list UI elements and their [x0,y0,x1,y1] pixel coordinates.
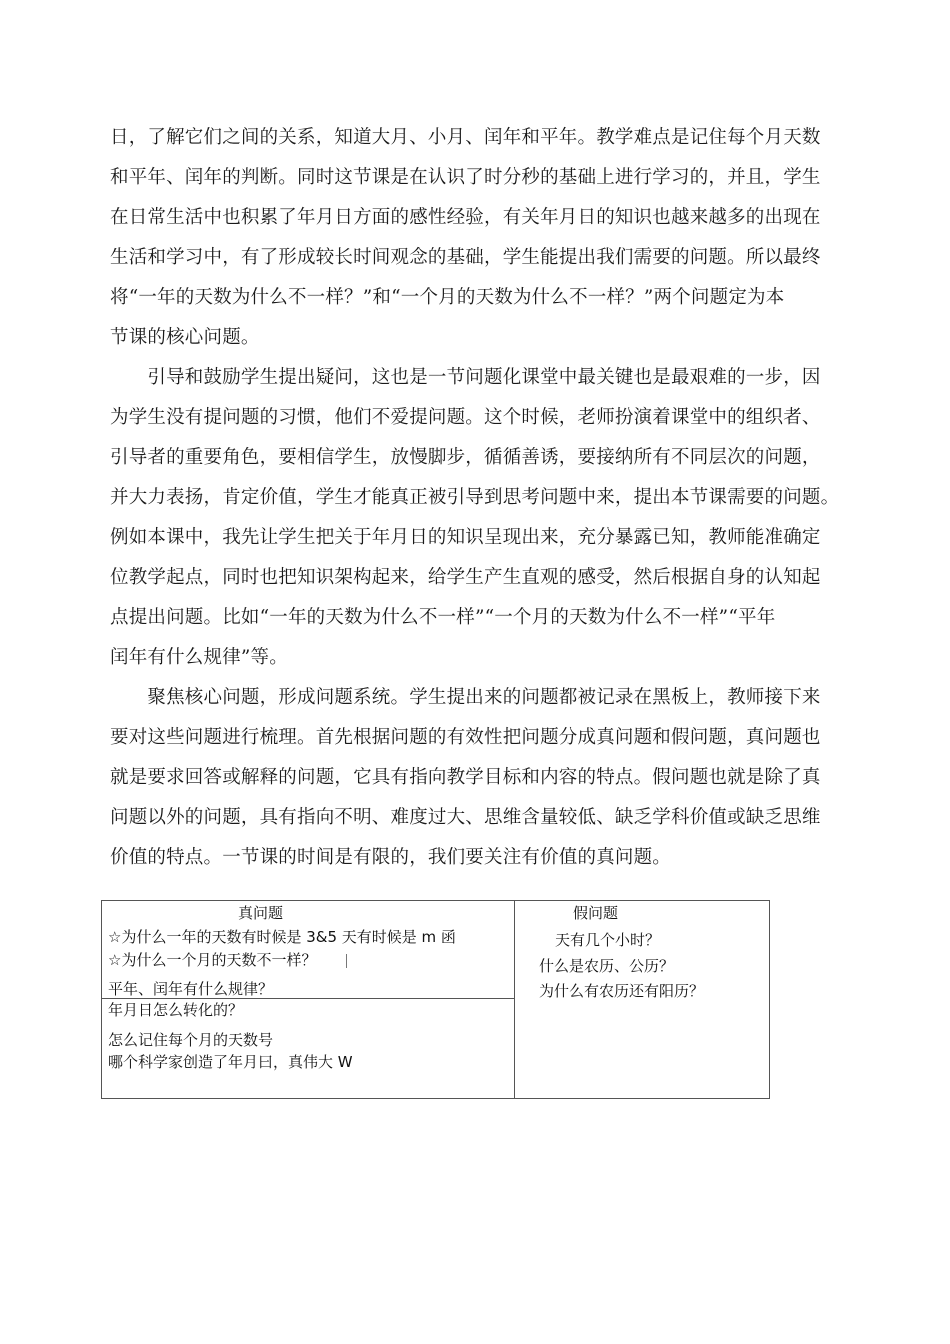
text-line: 引导和鼓励学生提出疑问，这也是一节问题化课堂中最关键也是最艰难的一步，因 [110,367,821,388]
text-line: 要对这些问题进行梳理。首先根据问题的有效性把问题分成真问题和假问题，真问题也 [110,727,821,748]
text-line: 例如本课中，我先让学生把关于年月日的知识呈现出来，充分暴露已知，教师能准确定 [110,527,821,548]
text-cursor-mark [346,954,347,968]
text-line: 节课的核心问题。 [110,327,260,348]
false-question-item: 天有几个小时？ [555,931,661,949]
true-question-item: 平年、闰年有什么规律？ [108,980,274,998]
text-line: 聚焦核心问题，形成问题系统。学生提出来的问题都被记录在黑板上，教师接下来 [110,687,821,708]
text-line: 点提出问题。比如“一年的天数为什么不一样”“一个月的天数为什么不一样”“平年 [110,607,776,628]
false-question-item: 为什么有农历还有阳历？ [539,982,705,1000]
true-question-item: 年月日怎么转化的？ [108,1001,244,1019]
text-line: 并大力表扬，肯定价值，学生才能真正被引导到思考问题中来，提出本节课需要的问题。 [110,487,840,508]
text-line: 和平年、闰年的判断。同时这节课是在认识了时分秒的基础上进行学习的，并且，学生 [110,167,821,188]
true-questions-header: 真问题 [238,904,284,922]
true-question-item: 怎么记住每个月的天数号 [108,1031,274,1049]
false-question-item: 什么是农历、公历？ [539,957,675,975]
text-line: 生活和学习中，有了形成较长时间观念的基础，学生能提出我们需要的问题。所以最终 [110,247,821,268]
text-line: 位教学起点，同时也把知识架构起来，给学生产生直观的感受，然后根据自身的认知起 [110,567,821,588]
text-line: 为学生没有提问题的习惯，他们不爱提问题。这个时候，老师扮演着课堂中的组织者、 [110,407,821,428]
text-line: 就是要求回答或解释的问题，它具有指向教学目标和内容的特点。假问题也就是除了真 [110,767,821,788]
text-line: 引导者的重要角色，要相信学生，放慢脚步，循循善诱，要接纳所有不同层次的问题， [110,447,821,468]
true-question-item: ☆为什么一个月的天数不一样？ [108,951,317,969]
text-line: 价值的特点。一节课的时间是有限的，我们要关注有价值的真问题。 [110,847,672,868]
text-line: 问题以外的问题，具有指向不明、难度过大、思维含量较低、缺乏学科价值或缺乏思维 [110,807,821,828]
text-line: 日，了解它们之间的关系，知道大月、小月、闰年和平年。教学难点是记住每个月天数 [110,127,821,148]
questions-table [101,900,770,1099]
text-line: 闰年有什么规律”等。 [110,647,288,668]
column-divider [514,901,515,1098]
true-question-item: 哪个科学家创造了年月曰，真伟大 W [108,1053,353,1071]
false-questions-header: 假问题 [573,904,619,922]
text-line: 将“一年的天数为什么不一样？”和“一个月的天数为什么不一样？”两个问题定为本 [110,287,785,308]
true-question-item: ☆为什么一年的天数有时候是 3&5 天有时候是 m 函 [108,928,456,946]
text-line: 在日常生活中也积累了年月日方面的感性经验，有关年月日的知识也越来越多的出现在 [110,207,821,228]
